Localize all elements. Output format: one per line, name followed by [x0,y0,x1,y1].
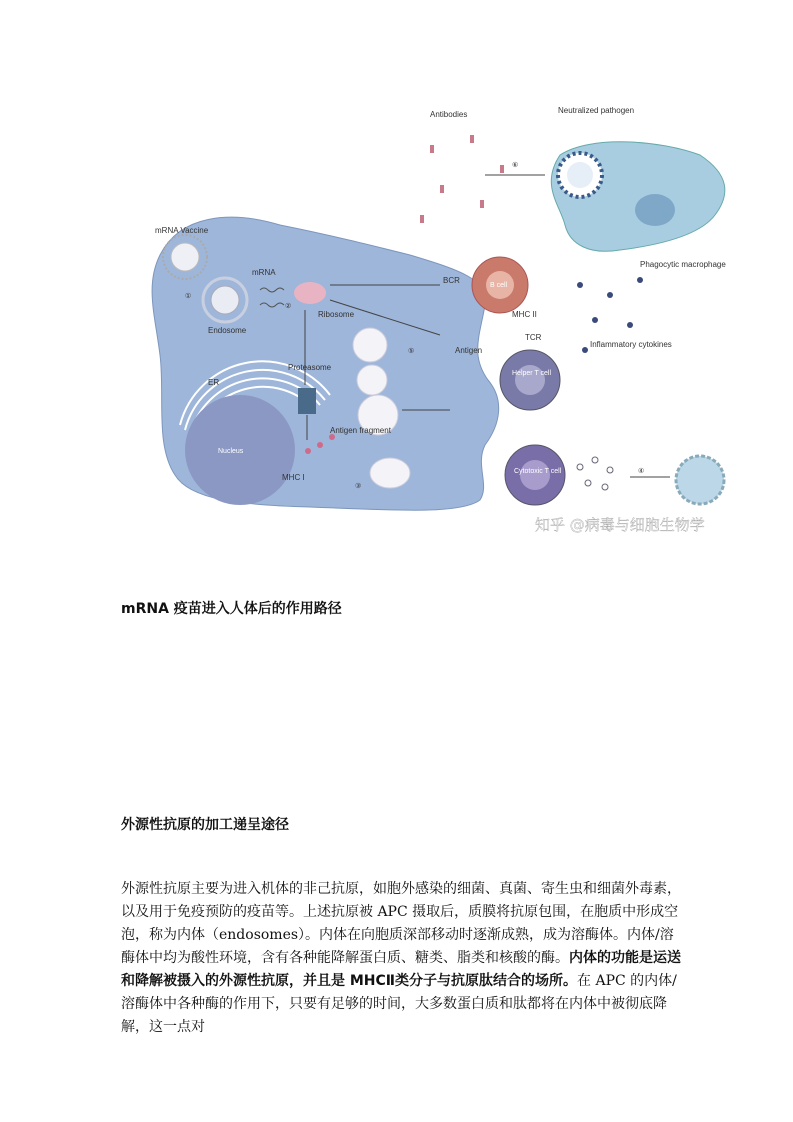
label-helper-t-cell: Helper T cell [512,370,552,377]
mrna-vaccine-figure [140,95,740,555]
label-proteasome: Proteasome [288,363,332,372]
label-b-cell: B cell [490,282,508,289]
label-antibodies: Antibodies [430,110,468,119]
label-mrna-vaccine: mRNA Vaccine [155,226,209,235]
watermark: 知乎 @病毒与细胞生物学 [535,516,705,534]
body-text-part2: 在 APC 的内体/溶酶体中各种酶的作用下，只要有足够的时间，大多数蛋白质和肽都将在内体中被彻底降解，这一点对 [121,973,677,1035]
label-endosome: Endosome [208,326,247,335]
proteasome [298,388,316,414]
section-heading: 外源性抗原的加工递呈途径 [121,817,289,833]
label-mhc-i: MHC I [282,473,305,482]
antibodies [420,135,504,223]
step-3: ③ [355,483,362,490]
label-mhc-ii: MHC II [512,310,537,319]
step-2: ② [285,303,292,310]
label-ribosome: Ribosome [318,310,355,319]
figure-caption: mRNA 疫苗进入人体后的作用路径 [121,601,342,617]
step-1: ① [185,293,192,300]
label-antigen: Antigen [455,346,483,355]
body-paragraph [121,878,681,1039]
label-neutralized-pathogen: Neutralized pathogen [558,106,635,115]
label-inflammatory-cytokines: Inflammatory cytokines [590,340,672,349]
label-tcr: TCR [525,333,542,342]
infected-cell-death [676,456,724,504]
body-text-bold: 内体的功能是运送和降解被摄入的外源性抗原，并且是 MHCⅡ类分子与抗原肽结合的场所。 [121,950,681,989]
label-er: ER [208,378,220,387]
perforin-granules [577,457,613,490]
step-4: ④ [638,468,645,475]
neutralized-pathogen [558,153,602,197]
label-mrna: mRNA [252,268,276,277]
label-cytotoxic-t-cell: Cytotoxic T cell [514,468,562,475]
label-antigen-fragment: Antigen fragment [330,426,391,435]
label-bcr: BCR [443,276,460,285]
ribosome [294,282,326,304]
step-5: ⑤ [408,348,415,355]
body-text-part1: 外源性抗原主要为进入机体的非己抗原，如胞外感染的细菌、真菌、寄生虫和细菌外毒素，以及用于免疫预防的疫苗等。上述抗原被 APC 摄取后，质膜将抗原包围，在胞质中形成空泡，称为内体（endosomes）。内体在向胞质深部移动时逐渐成熟，成为溶酶体。内体/溶酶体中均为酸性环境，含有各种能降解蛋白质、糖类、脂类和核酸的酶。 [121,881,681,966]
label-phagocytic-macrophage: Phagocytic macrophage [640,260,726,269]
step-6: ⑥ [512,162,519,169]
label-nucleus: Nucleus [218,448,244,455]
